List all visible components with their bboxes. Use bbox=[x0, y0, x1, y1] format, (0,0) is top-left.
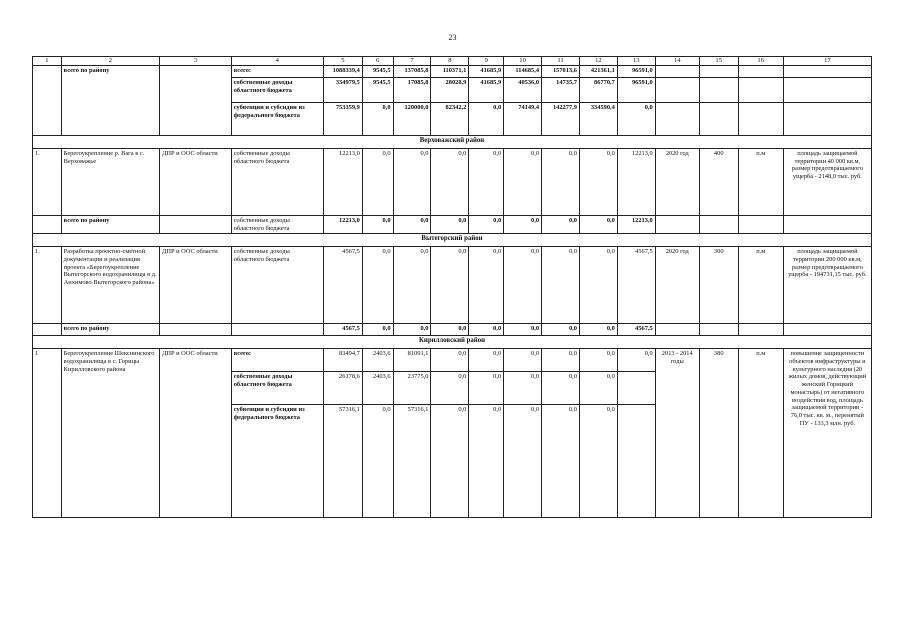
value-cell: 40536,0 bbox=[504, 78, 542, 103]
value-cell: 41685,9 bbox=[469, 78, 504, 103]
value-cell: 0,0 bbox=[579, 349, 617, 372]
source-cell: собственные доходы областного бюджета bbox=[231, 247, 323, 324]
value-cell: 9545,5 bbox=[362, 78, 393, 103]
source-cell: собственные доходы областного бюджета bbox=[231, 216, 323, 234]
value-cell: 0,0 bbox=[542, 372, 580, 405]
value-cell bbox=[617, 405, 655, 518]
source-cell: всего: bbox=[231, 66, 323, 78]
column-number: 10 bbox=[504, 57, 542, 66]
value-cell: 83494,7 bbox=[323, 349, 362, 372]
value-cell: 0,0 bbox=[431, 349, 469, 372]
value-cell: 0,0 bbox=[469, 324, 504, 336]
value-cell: 0,0 bbox=[469, 372, 504, 405]
source-cell: субвенции и субсидии из федерального бюджета bbox=[231, 103, 323, 136]
empty-cell bbox=[783, 324, 871, 336]
executor-cell: ДПР и ООС области bbox=[160, 349, 232, 518]
value-cell: 0,0 bbox=[579, 216, 617, 234]
value-cell: 86770,7 bbox=[579, 78, 617, 103]
project-row bbox=[33, 149, 872, 216]
value-cell: 0,0 bbox=[504, 149, 542, 216]
value-cell: 0,0 bbox=[362, 324, 393, 336]
value-cell: 4567,5 bbox=[323, 247, 362, 324]
empty-cell bbox=[783, 66, 871, 78]
empty-cell bbox=[738, 216, 783, 234]
source-cell: собственные доходы областного бюджета bbox=[231, 149, 323, 216]
value-cell: 0,0 bbox=[617, 103, 655, 136]
value-cell: 0,0 bbox=[542, 149, 580, 216]
column-number: 6 bbox=[362, 57, 393, 66]
number-cell bbox=[33, 216, 62, 234]
value-cell: 9545,5 bbox=[362, 66, 393, 78]
value-cell: 0,0 bbox=[362, 405, 393, 518]
value-cell: 753359,9 bbox=[323, 103, 362, 136]
value-cell: 157013,6 bbox=[542, 66, 580, 78]
column-number: 3 bbox=[160, 57, 232, 66]
value-cell: 0,0 bbox=[542, 247, 580, 324]
value-cell: 0,0 bbox=[504, 405, 542, 518]
value-cell: 0,0 bbox=[469, 216, 504, 234]
page-number: 23 bbox=[448, 33, 457, 42]
unit-cell: п.м bbox=[738, 149, 783, 216]
value-cell: 74149,4 bbox=[504, 103, 542, 136]
total-label: всего по району bbox=[61, 216, 159, 234]
column-number: 14 bbox=[655, 57, 699, 66]
project-name: Берегоукрепление р. Вага в с. Верховажье bbox=[61, 149, 159, 216]
value-cell: 17085,8 bbox=[393, 78, 431, 103]
value-cell: 2403,6 bbox=[362, 349, 393, 372]
empty-cell bbox=[738, 66, 783, 78]
value-cell: 12213,0 bbox=[323, 216, 362, 234]
empty-cell bbox=[655, 324, 699, 336]
column-number: 11 bbox=[542, 57, 580, 66]
value-cell: 12213,0 bbox=[617, 149, 655, 216]
value-cell: 0,0 bbox=[579, 405, 617, 518]
empty-cell bbox=[738, 78, 783, 103]
project-name: Берегоукрепление Шекснинского водохранилища в с. Горицы Кирилловского района bbox=[61, 349, 159, 518]
value-cell: 0,0 bbox=[504, 247, 542, 324]
value-cell: 0,0 bbox=[393, 247, 431, 324]
value-cell: 0,0 bbox=[579, 247, 617, 324]
value-cell: 137085,8 bbox=[393, 66, 431, 78]
column-number: 8 bbox=[431, 57, 469, 66]
column-number: 15 bbox=[699, 57, 738, 66]
empty-cell bbox=[783, 103, 871, 136]
district-row bbox=[33, 136, 872, 149]
empty-cell bbox=[699, 324, 738, 336]
number-cell bbox=[33, 66, 62, 136]
value-cell: 0,0 bbox=[542, 349, 580, 372]
result-cell: площадь защищаемой территории 40 000 кв.м, размер предотвращаемого ущерба - 2148,0 тыс. руб. bbox=[783, 149, 871, 216]
project-number: 1. bbox=[33, 247, 62, 324]
empty-cell bbox=[699, 78, 738, 103]
value-cell: 0,0 bbox=[393, 216, 431, 234]
value-cell: 0,0 bbox=[504, 324, 542, 336]
project-number: 1. bbox=[33, 149, 62, 216]
column-number: 16 bbox=[738, 57, 783, 66]
value-cell: 334979,5 bbox=[323, 78, 362, 103]
value-cell: 0,0 bbox=[469, 349, 504, 372]
value-cell bbox=[617, 372, 655, 405]
value-cell: 4567,5 bbox=[617, 247, 655, 324]
empty-cell bbox=[655, 78, 699, 103]
value-cell: 26178,6 bbox=[323, 372, 362, 405]
value-cell: 0,0 bbox=[469, 149, 504, 216]
value-cell: 0,0 bbox=[362, 216, 393, 234]
length-cell: 300 bbox=[699, 247, 738, 324]
value-cell: 421361,1 bbox=[579, 66, 617, 78]
column-number: 17 bbox=[783, 57, 871, 66]
value-cell: 28028,9 bbox=[431, 78, 469, 103]
district-name: Кирилловский район bbox=[33, 336, 872, 349]
value-cell: 334590,4 bbox=[579, 103, 617, 136]
project-row bbox=[33, 247, 872, 324]
value-cell: 0,0 bbox=[362, 247, 393, 324]
period-cell: 2020 год bbox=[655, 149, 699, 216]
value-cell: 0,0 bbox=[431, 324, 469, 336]
period-cell: 2013 - 2014 годы bbox=[655, 349, 699, 518]
value-cell: 0,0 bbox=[431, 247, 469, 324]
value-cell: 82342,2 bbox=[431, 103, 469, 136]
project-name: Разработка проектно-сметной документации и реализация проекта «Берегоукрепление Вытегорского водохранилища в д. Анхимово Вытегорского района» bbox=[61, 247, 159, 324]
result-cell: площадь защищаемой территории 200 000 кв.м, размер предотвращаемого ущерба - 194731,15 тыс. руб. bbox=[783, 247, 871, 324]
total-label: всего по району bbox=[61, 324, 159, 336]
value-cell: 41685,9 bbox=[469, 66, 504, 78]
empty-cell bbox=[655, 66, 699, 78]
value-cell: 57316,1 bbox=[393, 405, 431, 518]
value-cell: 0,0 bbox=[542, 405, 580, 518]
value-cell: 0,0 bbox=[579, 372, 617, 405]
value-cell: 0,0 bbox=[393, 149, 431, 216]
value-cell: 0,0 bbox=[431, 405, 469, 518]
empty-cell bbox=[738, 103, 783, 136]
value-cell: 12213,0 bbox=[323, 149, 362, 216]
value-cell: 0,0 bbox=[469, 247, 504, 324]
unit-cell: п.м bbox=[738, 349, 783, 518]
column-number-row bbox=[33, 57, 872, 66]
value-cell: 12213,0 bbox=[617, 216, 655, 234]
value-cell: 4567,5 bbox=[323, 324, 362, 336]
value-cell: 96591,0 bbox=[617, 66, 655, 78]
empty-cell bbox=[738, 324, 783, 336]
number-cell bbox=[33, 324, 62, 336]
unit-cell: п.м bbox=[738, 247, 783, 324]
value-cell: 23775,0 bbox=[393, 372, 431, 405]
value-cell: 0,0 bbox=[504, 372, 542, 405]
column-number: 9 bbox=[469, 57, 504, 66]
value-cell: 0,0 bbox=[431, 149, 469, 216]
column-number: 5 bbox=[323, 57, 362, 66]
value-cell: 0,0 bbox=[579, 149, 617, 216]
total-row bbox=[33, 66, 872, 78]
value-cell: 96591,0 bbox=[617, 78, 655, 103]
column-number: 13 bbox=[617, 57, 655, 66]
value-cell: 0,0 bbox=[469, 103, 504, 136]
project-row bbox=[33, 349, 872, 372]
value-cell: 14735,7 bbox=[542, 78, 580, 103]
value-cell: 57316,1 bbox=[323, 405, 362, 518]
empty-cell bbox=[699, 216, 738, 234]
column-number: 2 bbox=[61, 57, 159, 66]
budget-table bbox=[32, 56, 872, 518]
value-cell: 0,0 bbox=[504, 349, 542, 372]
empty-cell bbox=[699, 103, 738, 136]
value-cell: 1088339,4 bbox=[323, 66, 362, 78]
source-cell: субвенции и субсидии из федерального бюджета bbox=[231, 405, 323, 518]
executor-cell bbox=[160, 66, 232, 136]
result-cell: повышение защищенности объектов инфраструктуры и культурного наследия (20 жилых домов, действующий женский Горицкий монастырь) от негативного воздействия вод, площадь защищаемой территории - 76,0 тыс. кв. м., перенятый ПУ - 133,3 млн. руб. bbox=[783, 349, 871, 518]
value-cell: 0,0 bbox=[617, 349, 655, 372]
value-cell: 0,0 bbox=[504, 216, 542, 234]
value-cell: 142277,9 bbox=[542, 103, 580, 136]
executor-cell bbox=[160, 324, 232, 336]
value-cell: 0,0 bbox=[431, 216, 469, 234]
value-cell: 0,0 bbox=[431, 372, 469, 405]
column-number: 1 bbox=[33, 57, 62, 66]
period-cell: 2020 год bbox=[655, 247, 699, 324]
value-cell: 0,0 bbox=[542, 216, 580, 234]
length-cell: 380 bbox=[699, 349, 738, 518]
value-cell: 81091,1 bbox=[393, 349, 431, 372]
empty-cell bbox=[783, 216, 871, 234]
executor-cell bbox=[160, 216, 232, 234]
empty-cell bbox=[783, 78, 871, 103]
executor-cell: ДПР и ООС области bbox=[160, 247, 232, 324]
value-cell: 2403,6 bbox=[362, 372, 393, 405]
district-total-row bbox=[33, 216, 872, 234]
column-number: 12 bbox=[579, 57, 617, 66]
executor-cell: ДПР и ООС области bbox=[160, 149, 232, 216]
empty-cell bbox=[699, 66, 738, 78]
value-cell: 0,0 bbox=[579, 324, 617, 336]
value-cell: 4567,5 bbox=[617, 324, 655, 336]
value-cell: 0,0 bbox=[362, 103, 393, 136]
value-cell: 120000,0 bbox=[393, 103, 431, 136]
length-cell: 400 bbox=[699, 149, 738, 216]
project-number: 1 bbox=[33, 349, 62, 518]
district-name: Верховажский район bbox=[33, 136, 872, 149]
source-cell bbox=[231, 324, 323, 336]
value-cell: 0,0 bbox=[362, 149, 393, 216]
value-cell: 0,0 bbox=[469, 405, 504, 518]
value-cell: 110371,1 bbox=[431, 66, 469, 78]
source-cell: собственные доходы областного бюджета bbox=[231, 372, 323, 405]
district-row bbox=[33, 336, 872, 349]
district-row bbox=[33, 234, 872, 247]
source-cell: собственные доходы областного бюджета bbox=[231, 78, 323, 103]
district-name: Вытегорский район bbox=[33, 234, 872, 247]
source-cell: всего: bbox=[231, 349, 323, 372]
value-cell: 0,0 bbox=[542, 324, 580, 336]
district-total-row bbox=[33, 324, 872, 336]
column-number: 7 bbox=[393, 57, 431, 66]
column-number: 4 bbox=[231, 57, 323, 66]
value-cell: 114685,4 bbox=[504, 66, 542, 78]
total-label: всего по району bbox=[61, 66, 159, 136]
empty-cell bbox=[655, 103, 699, 136]
empty-cell bbox=[655, 216, 699, 234]
value-cell: 0,0 bbox=[393, 324, 431, 336]
